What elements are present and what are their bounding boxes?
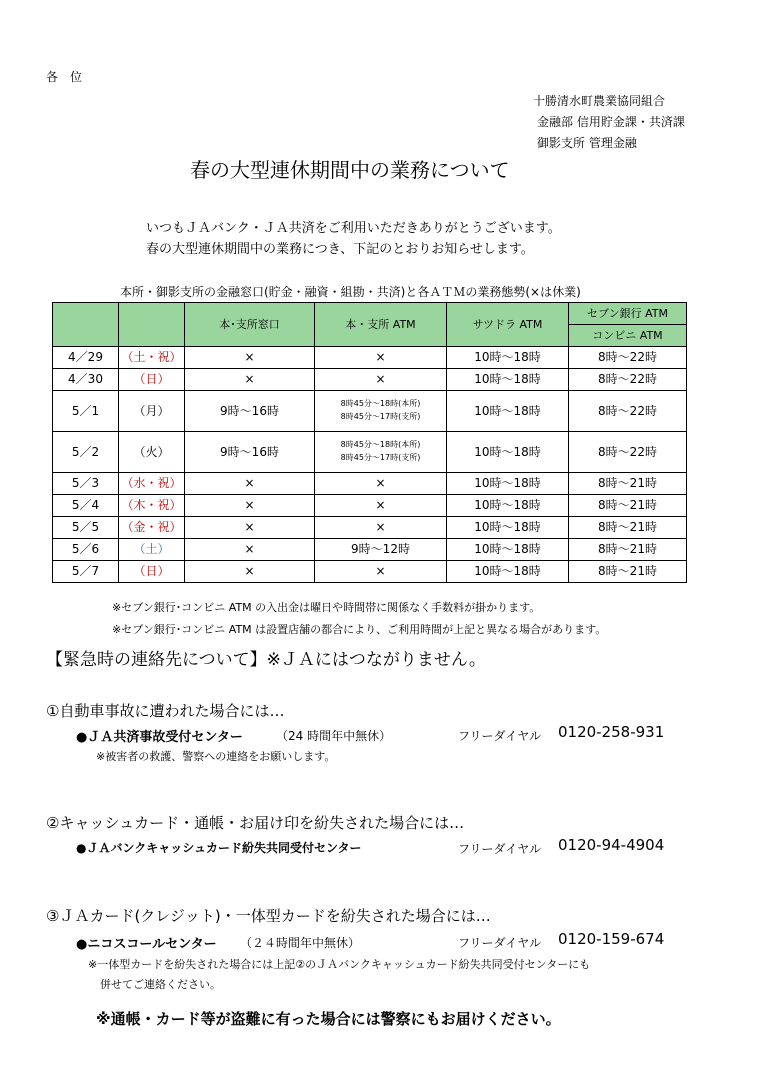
cell-day: （日） xyxy=(119,561,185,583)
table-row xyxy=(53,473,687,495)
cell-branch-atm: 9時～12時 xyxy=(315,539,447,561)
section-2-dial-label: フリーダイヤル xyxy=(458,842,542,856)
section-1-title: ①自動車事故に遭われた場合には… xyxy=(46,702,285,720)
hours-note: ※セブン銀行･コンビニ ATM は設置店舗の都合により、ご利用時間が上記と異なる場合があります。 xyxy=(112,623,607,636)
table-row xyxy=(53,517,687,539)
addressee: 各 位 xyxy=(46,70,83,84)
cell-day: （日） xyxy=(119,369,185,391)
section-2-phone: 0120-94-4904 xyxy=(558,836,665,854)
section-2-center: ●ＪＡバンクキャッシュカード紛失共同受付センター xyxy=(76,841,362,855)
intro-line-2: 春の大型連休期間中の業務につき、下記のとおりお知らせします。 xyxy=(146,242,534,257)
page-title: 春の大型連休期間中の業務について xyxy=(190,158,510,182)
header-day xyxy=(119,303,185,347)
table-row xyxy=(53,561,687,583)
cell-seven-atm: 8時～22時 xyxy=(569,369,687,391)
section-3-note-1: ※一体型カードを紛失された場合には上記②のＪＡバンクキャッシュカード紛失共同受付センターにも xyxy=(88,958,591,971)
cell-tsuruha-atm: 10時～18時 xyxy=(447,369,569,391)
cell-branch-atm: × xyxy=(315,517,447,539)
table-row xyxy=(53,391,687,432)
cell-date: 5／2 xyxy=(53,432,119,473)
section-3-center: ●ニコスコールセンター xyxy=(76,937,217,952)
cell-tsuruha-atm: 10時～18時 xyxy=(447,539,569,561)
branch-atm-main: 8時45分～18時(本所) xyxy=(340,399,421,409)
table-row xyxy=(53,347,687,369)
intro-line-1: いつもＪＡバンク・ＪＡ共済をご利用いただきありがとうございます。 xyxy=(146,221,561,236)
cell-tsuruha-atm: 10時～18時 xyxy=(447,432,569,473)
cell-date: 5／3 xyxy=(53,473,119,495)
cell-date: 5／4 xyxy=(53,495,119,517)
cell-window: × xyxy=(185,369,315,391)
table-caption: 本所・御影支所の金融窓口(貯金・融資・組勘・共済)と各ＡＴＭの業務態勢(×は休業) xyxy=(120,285,581,299)
cell-date: 5／1 xyxy=(53,391,119,432)
header-tsuruha-atm: サツドラ ATM xyxy=(447,303,569,347)
cell-date: 4／30 xyxy=(53,369,119,391)
table-row xyxy=(53,369,687,391)
cell-window: × xyxy=(185,517,315,539)
section-3-title: ③ＪＡカード(クレジット)・一体型カードを紛失された場合には… xyxy=(46,907,491,925)
cell-window: × xyxy=(185,347,315,369)
cell-tsuruha-atm: 10時～18時 xyxy=(447,473,569,495)
cell-window: × xyxy=(185,561,315,583)
header-date xyxy=(53,303,119,347)
cell-tsuruha-atm: 10時～18時 xyxy=(447,561,569,583)
cell-day: （月） xyxy=(119,391,185,432)
section-3-dial-label: フリーダイヤル xyxy=(458,936,542,950)
cell-seven-atm: 8時～22時 xyxy=(569,432,687,473)
org-dept-finance: 金融部 信用貯金課・共済課 xyxy=(537,115,685,129)
section-3-note-2: 併せてご連絡ください。 xyxy=(100,978,221,991)
branch-atm-sub: 8時45分～17時(支所) xyxy=(340,453,421,462)
cell-day: （土・祝） xyxy=(119,347,185,369)
cell-seven-atm: 8時～21時 xyxy=(569,473,687,495)
table-row xyxy=(53,432,687,473)
cell-date: 5／5 xyxy=(53,517,119,539)
section-3-phone: 0120-159-674 xyxy=(558,930,665,948)
cell-day: （金・祝） xyxy=(119,517,185,539)
cell-branch-atm: × xyxy=(315,561,447,583)
cell-branch-atm xyxy=(315,432,447,473)
branch-atm-main: 8時45分～18時(本所) xyxy=(340,440,421,450)
header-conbini-atm: コンビニ ATM xyxy=(569,325,687,347)
cell-day: （火） xyxy=(119,432,185,473)
table-row xyxy=(53,495,687,517)
cell-day: （水・祝） xyxy=(119,473,185,495)
section-1-center-hours: （24 時間年中無休） xyxy=(276,729,392,743)
cell-day: （土） xyxy=(119,539,185,561)
schedule-table xyxy=(52,302,687,583)
header-window: 本･支所窓口 xyxy=(185,303,315,347)
org-name: 十勝清水町農業協同組合 xyxy=(533,94,666,108)
fee-note: ※セブン銀行･コンビニ ATM の入出金は曜日や時間帯に関係なく手数料が掛かります。 xyxy=(112,601,541,614)
table-row xyxy=(53,539,687,561)
cell-seven-atm: 8時～22時 xyxy=(569,391,687,432)
cell-seven-atm: 8時～21時 xyxy=(569,495,687,517)
section-1-phone: 0120-258-931 xyxy=(558,723,665,741)
header-branch-atm: 本・支所 ATM xyxy=(315,303,447,347)
theft-notice: ※通帳・カード等が盗難に有った場合には警察にもお届けください。 xyxy=(96,1010,561,1028)
cell-window: 9時～16時 xyxy=(185,432,315,473)
cell-tsuruha-atm: 10時～18時 xyxy=(447,517,569,539)
cell-branch-atm: × xyxy=(315,495,447,517)
section-1-dial-label: フリーダイヤル xyxy=(458,729,542,743)
cell-tsuruha-atm: 10時～18時 xyxy=(447,391,569,432)
cell-window: 9時～16時 xyxy=(185,391,315,432)
header-seven-atm: セブン銀行 ATM xyxy=(569,303,687,325)
cell-branch-atm: × xyxy=(315,347,447,369)
cell-seven-atm: 8時～22時 xyxy=(569,347,687,369)
cell-branch-atm: × xyxy=(315,369,447,391)
cell-tsuruha-atm: 10時～18時 xyxy=(447,495,569,517)
branch-atm-sub: 8時45分～17時(支所) xyxy=(340,412,421,421)
cell-branch-atm xyxy=(315,391,447,432)
cell-tsuruha-atm: 10時～18時 xyxy=(447,347,569,369)
section-2-title: ②キャッシュカード・通帳・お届け印を紛失された場合には… xyxy=(46,814,465,832)
cell-seven-atm: 8時～21時 xyxy=(569,517,687,539)
emergency-heading: 【緊急時の連絡先について】※ＪＡにはつながりません。 xyxy=(46,650,486,670)
section-1-center: ●ＪＡ共済事故受付センター xyxy=(76,730,243,745)
cell-window: × xyxy=(185,473,315,495)
org-dept-mikage: 御影支所 管理金融 xyxy=(537,136,637,150)
cell-window: × xyxy=(185,539,315,561)
section-1-note: ※被害者の救護、警察への連絡をお願いします。 xyxy=(96,750,336,763)
cell-seven-atm: 8時～21時 xyxy=(569,561,687,583)
cell-date: 5／7 xyxy=(53,561,119,583)
cell-day: （木・祝） xyxy=(119,495,185,517)
cell-date: 5／6 xyxy=(53,539,119,561)
cell-branch-atm: × xyxy=(315,473,447,495)
cell-date: 4／29 xyxy=(53,347,119,369)
section-3-center-hours: （２４時間年中無休） xyxy=(240,936,361,950)
cell-window: × xyxy=(185,495,315,517)
cell-seven-atm: 8時～21時 xyxy=(569,539,687,561)
